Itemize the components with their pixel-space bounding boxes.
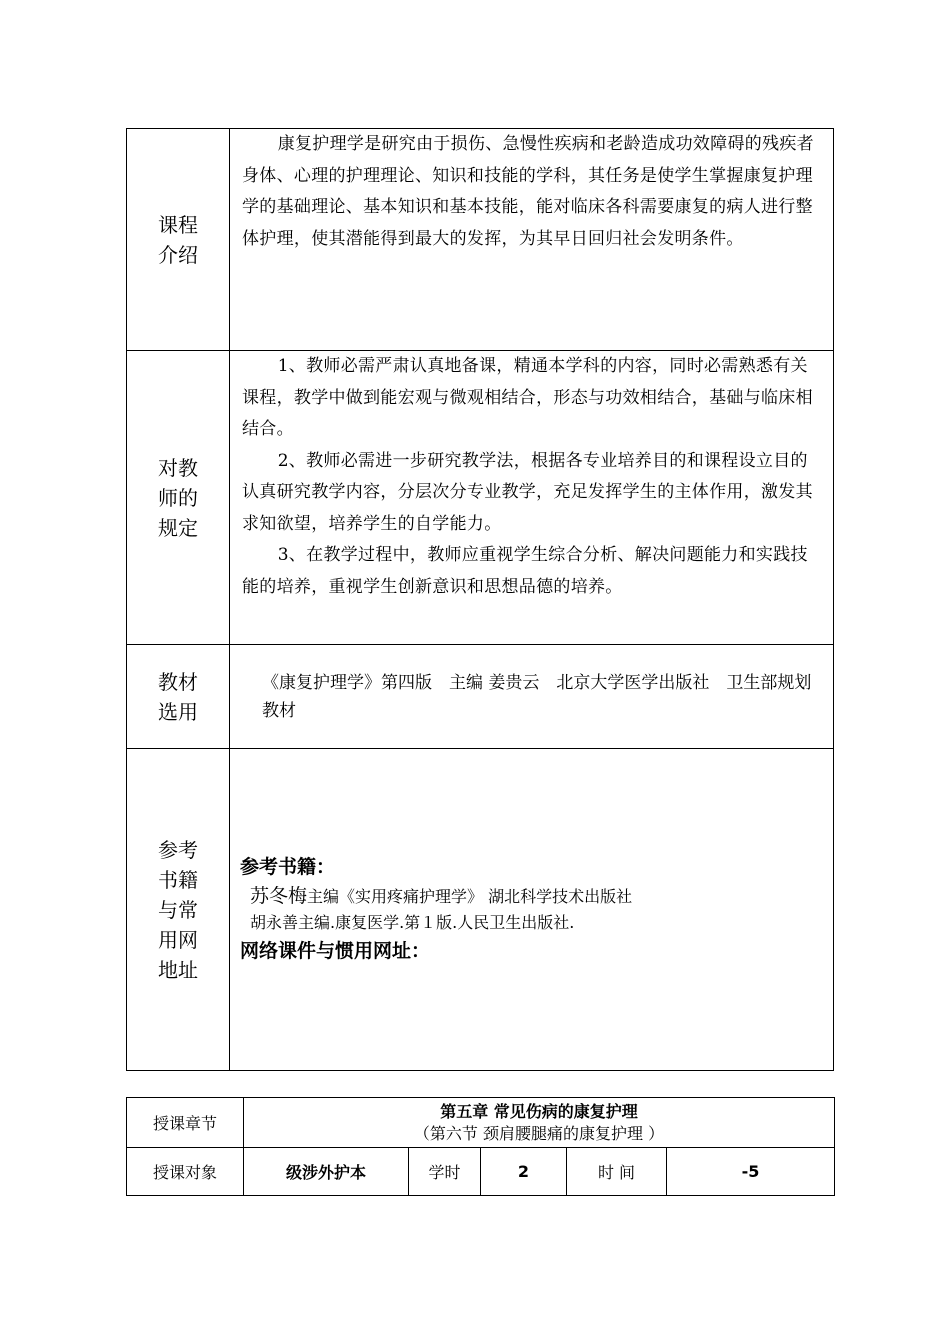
references-content [230, 749, 834, 1071]
label-line: 对教 [158, 455, 198, 480]
target-label: 授课对象 [127, 1148, 244, 1196]
chapter-subtitle: （第六节 颈肩腰腿痛的康复护理 ） [413, 1123, 665, 1143]
label-line: 课程 [158, 212, 198, 237]
hours-value: 2 [481, 1148, 567, 1196]
label-line: 师的 [158, 485, 198, 510]
teacher-rule-item: 1、教师必需严肃认真地备课，精通本学科的内容，同时必需熟悉有关课程，教学中做到能宏观与微观相结合，形态与功效相结合，基础与临床相结合。 [242, 356, 813, 439]
textbook-row [127, 645, 834, 749]
reference-book [240, 883, 821, 910]
label-line: 选用 [158, 699, 198, 724]
textbook-content [230, 645, 834, 749]
target-value: 级涉外护本 [244, 1148, 409, 1196]
teacher-rules-content [230, 351, 834, 645]
web-heading: 网络课件与惯用网址： [240, 940, 431, 962]
references-row [127, 749, 834, 1071]
label-line: 规定 [158, 515, 198, 540]
teacher-rules-label [127, 351, 230, 645]
references-label [127, 749, 230, 1071]
hours-label: 学时 [409, 1148, 481, 1196]
textbook-text: 《康复护理学》第四版 主编 姜贵云 北京大学医学出版社 卫生部规划教材 [262, 672, 812, 721]
course-info-table [126, 128, 834, 1071]
books-heading: 参考书籍： [240, 855, 336, 878]
label-line: 教材 [158, 669, 198, 694]
label-line: 与常 [158, 897, 198, 922]
lesson-info-table [126, 1097, 835, 1196]
course-intro-label [127, 129, 230, 351]
chapter-cell [244, 1098, 835, 1148]
teacher-rule-item: 3、在教学过程中，教师应重视学生综合分析、解决问题能力和实践技能的培养，重视学生创新意识和思想品德的培养。 [242, 545, 808, 597]
book-details: 主编《实用疼痛护理学》 湖北科学技术出版社 [307, 887, 633, 906]
book-author: 苏冬梅 [250, 885, 308, 907]
time-value: -5 [667, 1148, 835, 1196]
target-row [127, 1148, 835, 1196]
course-intro-text: 康复护理学是研究由于损伤、急慢性疾病和老龄造成功效障碍的残疾者身体、心理的护理理论、知识和技能的学科，其任务是使学生掌握康复护理学的基础理论、基本知识和基本技能，能对临床各科需要康复的病人进行整体护理，使其潜能得到最大的发挥，为其早日回归社会发明条件。 [242, 134, 814, 249]
course-intro-content [230, 129, 834, 351]
time-label: 时 间 [567, 1148, 667, 1196]
reference-book: 胡永善主编.康复医学.第１版.人民卫生出版社. [250, 913, 575, 932]
textbook-label [127, 645, 230, 749]
teacher-rule-item: 2、教师必需进一步研究教学法，根据各专业培养目的和课程设立目的认真研究教学内容，分层次分专业教学，充足发挥学生的主体作用，激发其求知欲望，培养学生的自学能力。 [242, 450, 813, 534]
chapter-title: 第五章 常见伤病的康复护理 [440, 1101, 638, 1121]
chapter-row [127, 1098, 835, 1148]
label-line: 参考 [158, 837, 198, 862]
label-line: 用网 [158, 927, 198, 952]
course-intro-row [127, 129, 834, 351]
label-line: 书籍 [158, 867, 198, 892]
label-line: 地址 [158, 957, 198, 982]
chapter-label: 授课章节 [127, 1098, 244, 1148]
label-line: 介绍 [158, 242, 198, 267]
teacher-rules-row [127, 351, 834, 645]
